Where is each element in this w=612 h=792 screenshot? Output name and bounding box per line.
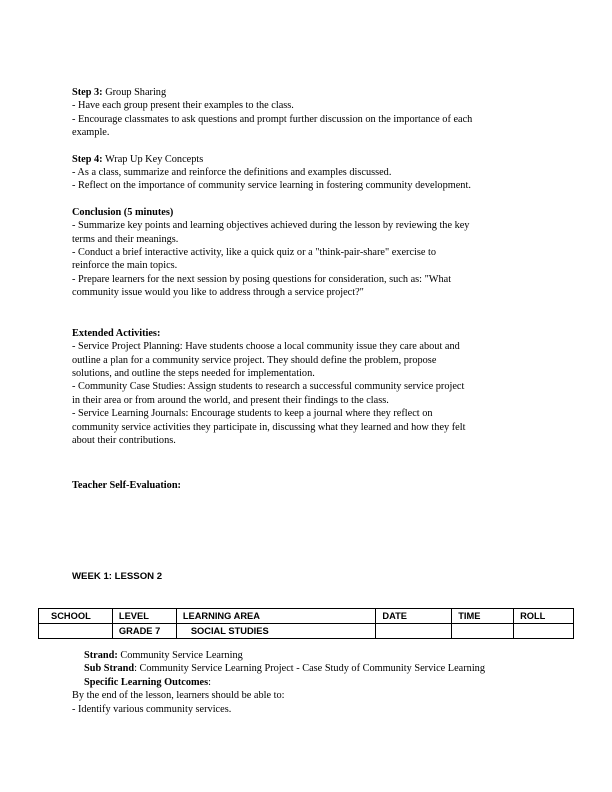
header-time: TIME <box>452 609 514 624</box>
cell-date <box>376 624 452 639</box>
step-3-section <box>72 86 552 140</box>
extended-line: about their contributions. <box>72 434 176 446</box>
step-4-heading: Step 4: <box>72 153 103 165</box>
table-header-row <box>39 609 574 624</box>
strand-label: Strand: <box>84 650 118 661</box>
outcomes-label: Specific Learning Outcomes <box>84 676 209 688</box>
cell-time <box>452 624 514 639</box>
lesson-notes <box>72 86 552 493</box>
extended-activities-section <box>72 327 552 448</box>
substrand-label: Sub Strand <box>84 663 135 675</box>
step-3-line: example. <box>72 127 110 139</box>
table-row <box>39 624 574 639</box>
extended-line: - Service Project Planning: Have students choose a local community issue they care about and <box>72 341 460 353</box>
step-4-section <box>72 153 552 193</box>
conclusion-heading: Conclusion (5 minutes) <box>72 206 174 218</box>
conclusion-line: - Prepare learners for the next session by posing questions for consideration, such as: "What <box>72 273 452 285</box>
step-4-title: Wrap Up Key Concepts <box>105 153 204 165</box>
cell-learning-area: SOCIAL STUDIES <box>176 624 376 639</box>
step-4-line: - Reflect on the importance of community service learning in fostering community development. <box>72 180 471 192</box>
extended-line: community service activities they participate in, discussing what they learned and how they felt <box>72 421 466 433</box>
step-3-line: - Have each group present their examples to the class. <box>72 100 294 112</box>
step-3-heading: Step 3: <box>72 87 103 98</box>
cell-roll <box>514 624 574 639</box>
outcome-item: - Identify various community services. <box>72 703 232 715</box>
header-learning-area: LEARNING AREA <box>176 609 376 624</box>
conclusion-line: terms and their meanings. <box>72 233 179 245</box>
extended-line: - Community Case Studies: Assign students to research a successful community service project <box>72 381 465 393</box>
outcomes-intro: By the end of the lesson, learners should be able to: <box>72 690 285 702</box>
outcomes-colon: : <box>208 676 211 688</box>
strand-value: Community Service Learning <box>120 650 243 661</box>
cell-level: GRADE 7 <box>112 624 176 639</box>
conclusion-line: reinforce the main topics. <box>72 260 178 272</box>
extended-line: outline a plan for a community service project. They should define the problem, propose <box>72 354 437 366</box>
lesson-info-table <box>38 608 574 639</box>
extended-activities-heading: Extended Activities: <box>72 327 161 339</box>
header-date: DATE <box>376 609 452 624</box>
cell-school <box>39 624 113 639</box>
extended-line: - Service Learning Journals: Encourage students to keep a journal where they reflect on <box>72 408 433 420</box>
lesson-details <box>72 649 572 716</box>
conclusion-line: - Conduct a brief interactive activity, like a quick quiz or a "think-pair-share" exercise to <box>72 247 437 259</box>
conclusion-section <box>72 206 552 300</box>
conclusion-line: - Summarize key points and learning objectives achieved during the lesson by reviewing the key <box>72 220 470 232</box>
header-level: LEVEL <box>112 609 176 624</box>
header-roll: ROLL <box>514 609 574 624</box>
step-4-line: - As a class, summarize and reinforce the definitions and examples discussed. <box>72 167 392 179</box>
extended-line: solutions, and outline the steps needed for implementation. <box>72 367 315 379</box>
step-3-title: Group Sharing <box>105 87 167 98</box>
self-evaluation-heading: Teacher Self-Evaluation: <box>72 480 181 492</box>
extended-line: in their area or from around the world, and present their findings to the class. <box>72 394 389 406</box>
conclusion-line: community issue would you like to address through a service project?" <box>72 287 364 299</box>
header-school: SCHOOL <box>39 609 113 624</box>
step-3-line: - Encourage classmates to ask questions and prompt further discussion on the importance of each <box>72 113 473 125</box>
week-lesson-title: WEEK 1: LESSON 2 <box>72 571 163 582</box>
substrand-value: : Community Service Learning Project - Case Study of Community Service Learning <box>134 663 485 675</box>
